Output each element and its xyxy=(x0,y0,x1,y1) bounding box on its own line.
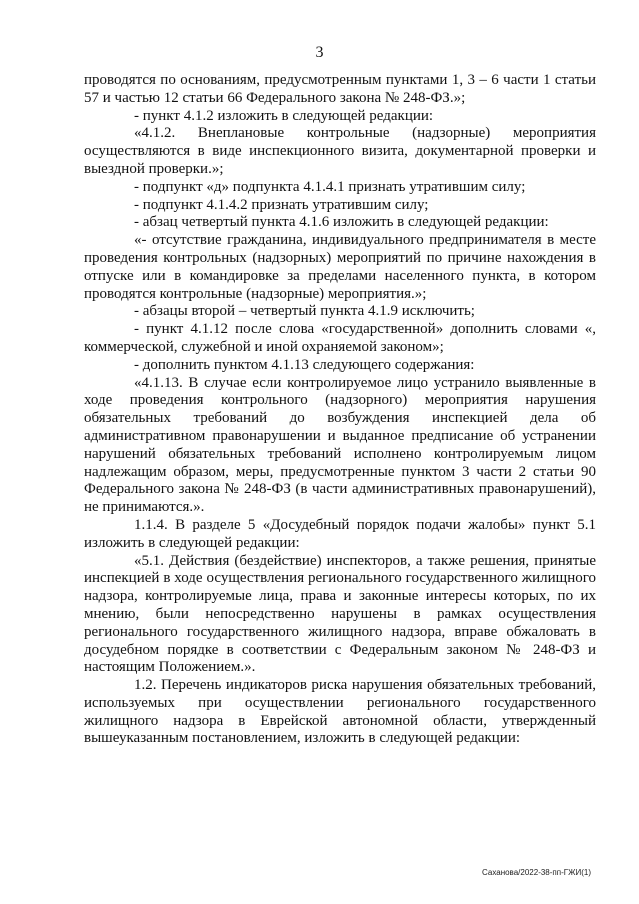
paragraph-item-4-1-13: - дополнить пунктом 4.1.13 следующего содержания: xyxy=(134,356,475,373)
document-footer-code: Саханова/2022-38-пп-ГЖИ(1) xyxy=(482,868,591,877)
paragraph-quote-4-1-13: «4.1.13. В случае если контролируемое лицо устранило выявленные в ходе проведения контрольного (надзорного) мероприятия нарушения обязательных требований до возбуждения инспекцией дела об административном правонарушении и выданное предписание об устранении нарушений обязательных требований исполнено контролируемым лицом надлежащим образом, меры, предусмотренные пунктом 3 части 2 статьи 90 Федерального закона № 248-ФЗ (в части административных правонарушений), не принимаются.». xyxy=(84,374,596,516)
paragraph-section-1-1-4: 1.1.4. В разделе 5 «Досудебный порядок подачи жалобы» пункт 5.1 изложить в следующей редакции: xyxy=(84,516,596,551)
paragraph-continuation: проводятся по основаниям, предусмотренным пунктами 1, 3 – 6 части 1 статьи 57 и частью 12 статьи 66 Федерального закона № 248-ФЗ.»; xyxy=(84,72,596,106)
paragraph-section-1-2: 1.2. Перечень индикаторов риска нарушения обязательных требований, используемых при осуществлении регионального государственного жилищного надзора в Еврейской автономной области, утвержденный вышеуказанным постановлением, изложить в следующей редакции: xyxy=(84,677,596,747)
paragraph-item-4-1-2: - пункт 4.1.2 изложить в следующей редакции: xyxy=(134,107,434,124)
page-number: 3 xyxy=(315,44,324,61)
paragraph-item-4-1-4-1: - подпункт «д» подпункта 4.1.4.1 признать утратившим силу; xyxy=(134,178,526,195)
paragraph-quote-5-1: «5.1. Действия (бездействие) инспекторов, а также решения, принятые инспекцией в ходе осуществления регионального государственного жилищного надзора, контролируемые лица, права и законные интересы которых, по их мнению, были непосредственно нарушены в рамках осуществления регионального государственного жилищного надзора, вправе обжаловать в досудебном порядке в соответствии с Федеральным законом № 248-ФЗ и настоящим Положением.». xyxy=(84,552,596,676)
paragraph-item-4-1-6: - абзац четвертый пункта 4.1.6 изложить в следующей редакции: xyxy=(134,214,549,231)
document-body xyxy=(84,72,596,748)
paragraph-item-4-1-4-2: - подпункт 4.1.4.2 признать утратившим силу; xyxy=(134,196,429,213)
paragraph-item-4-1-9: - абзацы второй – четвертый пункта 4.1.9 исключить; xyxy=(134,303,475,320)
paragraph-item-4-1-12: - пункт 4.1.12 после слова «государственной» дополнить словами «, коммерческой, служебной и иной охраняемой законом»; xyxy=(84,321,596,355)
paragraph-quote-4-1-6: «- отсутствие гражданина, индивидуального предпринимателя в месте проведения контрольных (надзорных) мероприятий по причине нахождения в отпуске или в командировке за пределами населенного пункта, в котором проводятся контрольные (надзорные) мероприятия.»; xyxy=(84,232,596,302)
paragraph-quote-4-1-2: «4.1.2. Внеплановые контрольные (надзорные) мероприятия осуществляются в виде инспекционного визита, документарной проверки и выездной проверки.»; xyxy=(84,125,596,177)
